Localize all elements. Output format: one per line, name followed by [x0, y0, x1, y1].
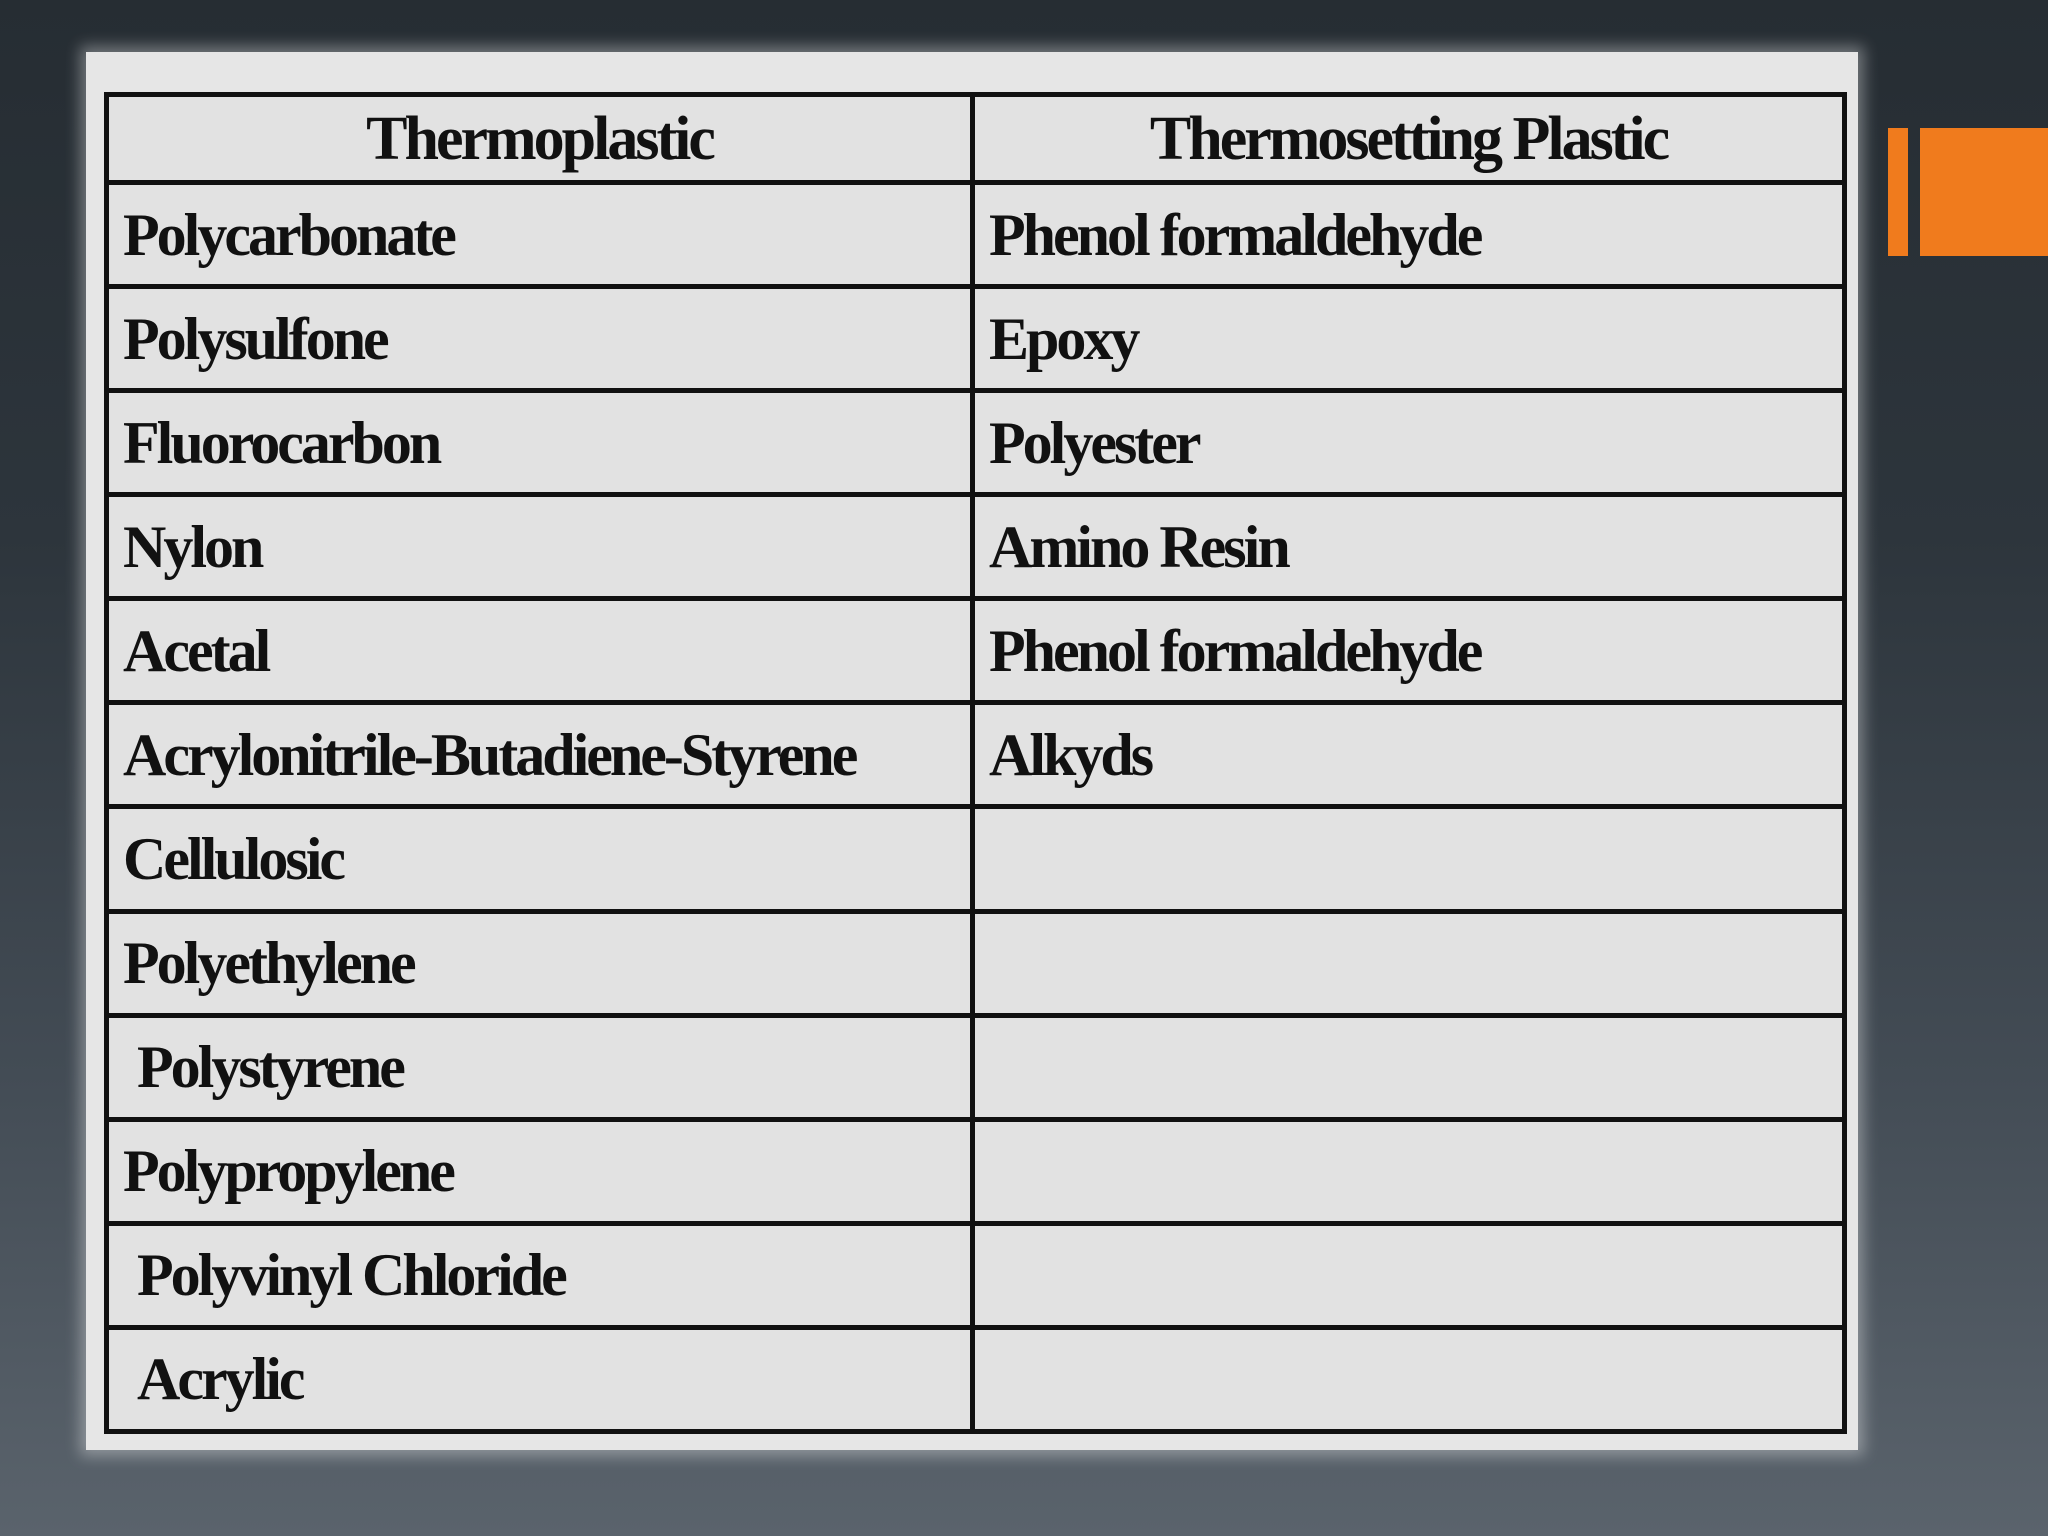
thermoplastic-cell: Acetal — [107, 599, 973, 703]
thermosetting-cell — [973, 911, 1845, 1015]
thermosetting-cell: Epoxy — [973, 287, 1845, 391]
thermosetting-cell — [973, 807, 1845, 911]
accent-block-decoration — [1920, 128, 2048, 256]
thermosetting-cell — [973, 1119, 1845, 1223]
table-row — [107, 703, 1845, 807]
table-row — [107, 391, 1845, 495]
table-row — [107, 807, 1845, 911]
thermosetting-cell: Alkyds — [973, 703, 1845, 807]
thermosetting-cell — [973, 1015, 1845, 1119]
thermoplastic-cell: Polyvinyl Chloride — [107, 1223, 973, 1327]
thermoplastic-cell: Nylon — [107, 495, 973, 599]
table-header-row — [107, 95, 1845, 183]
table-row — [107, 911, 1845, 1015]
thermosetting-cell: Phenol formaldehyde — [973, 599, 1845, 703]
thermoplastic-cell: Fluorocarbon — [107, 391, 973, 495]
table-row — [107, 599, 1845, 703]
header-thermoplastic: Thermoplastic — [107, 95, 973, 183]
table-row — [107, 1015, 1845, 1119]
table-image — [86, 52, 1858, 1450]
table-row — [107, 287, 1845, 391]
thermoplastic-cell: Polycarbonate — [107, 183, 973, 287]
thermosetting-cell: Phenol formaldehyde — [973, 183, 1845, 287]
thermosetting-cell: Amino Resin — [973, 495, 1845, 599]
thermoplastic-cell: Polyethylene — [107, 911, 973, 1015]
thermoplastic-cell: Polystyrene — [107, 1015, 973, 1119]
thermoplastic-cell: Cellulosic — [107, 807, 973, 911]
table-row — [107, 1327, 1845, 1431]
thermosetting-cell — [973, 1223, 1845, 1327]
thermosetting-cell — [973, 1327, 1845, 1431]
accent-bar-decoration — [1888, 128, 1908, 256]
thermoplastic-cell: Polypropylene — [107, 1119, 973, 1223]
table-row — [107, 495, 1845, 599]
header-thermosetting-plastic: Thermosetting Plastic — [973, 95, 1845, 183]
thermoplastic-cell: Acrylonitrile-Butadiene-Styrene — [107, 703, 973, 807]
thermosetting-cell: Polyester — [973, 391, 1845, 495]
plastics-table — [104, 92, 1847, 1434]
thermoplastic-cell: Acrylic — [107, 1327, 973, 1431]
table-row — [107, 1223, 1845, 1327]
table-row — [107, 183, 1845, 287]
table-row — [107, 1119, 1845, 1223]
thermoplastic-cell: Polysulfone — [107, 287, 973, 391]
